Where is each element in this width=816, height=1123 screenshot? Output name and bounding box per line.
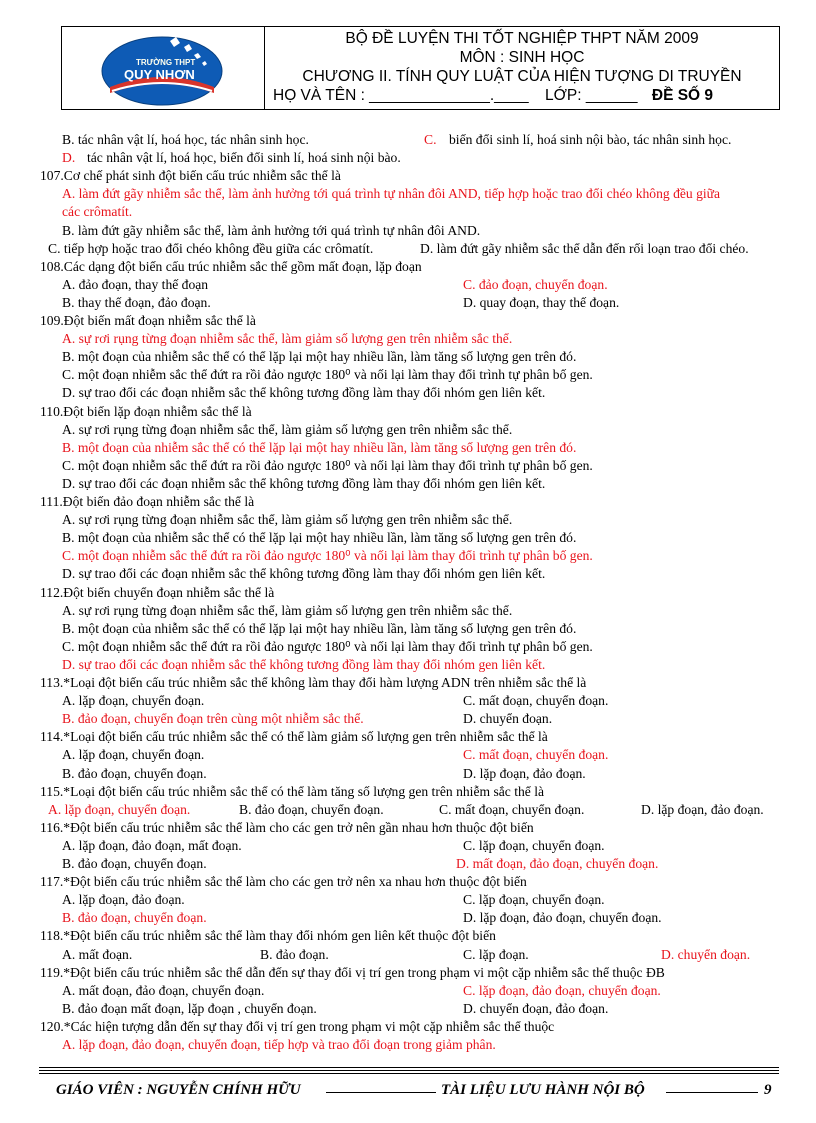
text-line: A. lặp đoạn, chuyển đoạn. [48,801,191,817]
text-line: D. lặp đoạn, đảo đoạn. [641,801,764,817]
class-label: LỚP: ______ [544,87,638,104]
text-line: C. một đoạn nhiễm sắc thể đứt ra rồi đảo ngược 180⁰ và nối lại làm thay đổi trình tự phân bố gen. [62,457,593,473]
text-line: C. lặp đoạn, đảo đoạn, chuyển đoạn. [463,982,661,998]
text-line: A. mất đoạn. [62,946,133,962]
text-line: B. đảo đoạn, chuyển đoạn. [62,765,207,781]
text-line: 116.*Đột biến cấu trúc nhiễm sắc thể làm cho các gen trở nên gần nhau hơn thuộc đột biến [40,819,534,835]
text-line: D. chuyển đoạn, đảo đoạn. [463,1000,609,1016]
text-line: 108.Các dạng đột biến cấu trúc nhiễm sắc thể gồm mất đoạn, lặp đoạn [40,258,422,274]
footer-line-right [666,1092,758,1093]
name-label: HỌ VÀ TÊN : ______________.____ [273,87,529,104]
text-line: tác nhân vật lí, hoá học, biến đổi sinh lí, hoá sinh nội bào. [87,150,401,166]
footer-page: 9 [764,1082,772,1098]
text-line: A. lặp đoạn, chuyển đoạn. [62,693,205,709]
school-logo-icon [62,27,264,109]
text-line: 107.Cơ chế phát sinh đột biến cấu trúc nhiễm sắc thể là [40,168,341,184]
footer-doc: TÀI LIỆU LƯU HÀNH NỘI BỘ [441,1082,645,1098]
text-line: D. quay đoạn, thay thế đoạn. [463,294,620,310]
text-line: C. lặp đoạn, chuyển đoạn. [463,892,605,908]
text-line: C. mất đoạn, chuyển đoạn. [463,693,609,709]
text-line: D. mất đoạn, đảo đoạn, chuyển đoạn. [456,856,659,871]
text-line: 114.*Loại đột biến cấu trúc nhiễm sắc thể có thể làm giảm số lượng gen trên nhiễm sắc thể là [40,729,548,745]
text-line: B. thay thế đoạn, đảo đoạn. [62,294,211,310]
text-line: A. lặp đoạn, chuyển đoạn. [62,747,205,763]
footer-line-left [326,1092,436,1093]
text-line: C. một đoạn nhiễm sắc thể đứt ra rồi đảo ngược 180⁰ và nối lại làm thay đổi trình tự phân bố gen. [62,367,593,383]
text-line: 113.*Loại đột biến cấu trúc nhiễm sắc thể không làm thay đổi hàm lượng ADN trên nhiễm sắc thể là [40,675,587,690]
text-line: 115.*Loại đột biến cấu trúc nhiễm sắc thể có thể làm tăng số lượng gen trên nhiễm sắc thể là [40,783,545,799]
footer-rule-2 [39,1070,779,1071]
footer-rule-3 [39,1073,779,1074]
header-box [61,26,780,110]
text-line: C. tiếp hợp hoặc trao đổi chéo không đều giữa các crômatít. [48,240,374,256]
student-info-line [265,86,779,105]
text-line: C. mất đoạn, chuyển đoạn. [463,747,609,763]
text-line: B. một đoạn của nhiễm sắc thể có thể lặp lại một hay nhiều lần, làm tăng số lượng gen trên đó. [62,530,577,546]
text-line: D. sự trao đổi các đoạn nhiễm sắc thể không tương đồng làm thay đổi nhóm gen liên kết. [62,475,546,491]
text-line: B. đảo đoạn mất đoạn, lặp đoạn , chuyển đoạn. [62,1000,317,1016]
text-line: D. lặp đoạn, đảo đoạn. [463,765,586,781]
text-line: B. đảo đoạn, chuyển đoạn. [62,856,207,871]
text-line: C. một đoạn nhiễm sắc thể đứt ra rồi đảo ngược 180⁰ và nối lại làm thay đổi trình tự phân bố gen. [62,548,593,564]
text-line: 120.*Các hiện tượng dẫn đến sự thay đổi vị trí gen trong phạm vi một cặp nhiễm sắc thể thuộc [40,1018,555,1034]
text-line: 112.Đột biến chuyển đoạn nhiễm sắc thể là [40,584,275,600]
text-line: B. đảo đoạn, chuyển đoạn. [62,910,207,926]
text-line: A. sự rơi rụng từng đoạn nhiễm sắc thể, làm giảm số lượng gen trên nhiễm sắc thể. [62,421,513,437]
text-line: B. một đoạn của nhiễm sắc thể có thể lặp lại một hay nhiều lần, làm tăng số lượng gen trên đó. [62,349,577,365]
text-line: B. một đoạn của nhiễm sắc thể có thể lặp lại một hay nhiều lần, làm tăng số lượng gen trên đó. [62,620,577,636]
title-line1: BỘ ĐỀ LUYỆN THI TỐT NGHIỆP THPT NĂM 2009 [345,30,699,47]
text-line: C. lặp đoạn. [463,946,529,962]
text-line: D. [62,150,76,166]
title-cell [265,27,779,111]
logo-line2: QUY NHƠN [124,67,195,82]
text-line: 110.Đột biến lặp đoạn nhiễm sắc thể là [40,403,252,419]
text-line: 109.Đột biến mất đoạn nhiễm sắc thể là [40,313,256,328]
title-line2: MÔN : SINH HỌC [459,49,585,66]
text-line: A. mất đoạn, đảo đoạn, chuyển đoạn. [62,982,265,998]
exam-number: ĐỀ SỐ 9 [651,87,714,104]
text-line: C. mất đoạn, chuyển đoạn. [439,801,585,817]
logo-cell [62,27,265,109]
text-line: A. lặp đoạn, đảo đoạn, mất đoạn. [62,837,242,853]
title-line3: CHƯƠNG II. TÍNH QUY LUẬT CỦA HIỆN TƯỢNG DI TRUYỀN [302,68,742,85]
text-line: A. sự rơi rụng từng đoạn nhiễm sắc thể, làm giảm số lượng gen trên nhiễm sắc thể. [62,512,513,528]
footer-rule-1 [39,1067,779,1068]
text-line: A. đảo đoạn, thay thế đoạn [62,276,209,292]
text-line: B. đảo đoạn, chuyển đoạn trên cùng một nhiễm sắc thể. [62,711,364,727]
text-line: D. sự trao đổi các đoạn nhiễm sắc thể không tương đồng làm thay đổi nhóm gen liên kết. [62,656,546,672]
text-line: C. lặp đoạn, chuyển đoạn. [463,837,605,853]
text-line: 111.Đột biến đảo đoạn nhiễm sắc thể là [40,494,255,509]
text-line: B. một đoạn của nhiễm sắc thể có thể lặp lại một hay nhiều lần, làm tăng số lượng gen trên đó. [62,439,577,455]
footer-teacher: GIÁO VIÊN : NGUYỄN CHÍNH HỮU [56,1082,301,1098]
text-line: C. [424,132,437,147]
text-line: B. tác nhân vật lí, hoá học, tác nhân sinh học. [62,132,309,147]
text-line: A. sự rơi rụng từng đoạn nhiễm sắc thể, làm giảm số lượng gen trên nhiễm sắc thể. [62,331,513,347]
text-line: B. làm đứt gãy nhiễm sắc thể, làm ảnh hưởng tới quá trình tự nhân đôi AND. [62,222,481,238]
text-line: các crômatít. [62,204,133,220]
text-line: B. đảo đoạn. [260,946,329,962]
text-line: biến đổi sinh lí, hoá sinh nội bào, tác nhân sinh học. [449,132,732,147]
text-line: B. đảo đoạn, chuyển đoạn. [239,801,384,817]
text-line: C. đảo đoạn, chuyển đoạn. [463,276,608,292]
text-line: C. một đoạn nhiễm sắc thể đứt ra rồi đảo ngược 180⁰ và nối lại làm thay đổi trình tự phân bố gen. [62,638,593,654]
text-line: A. làm đứt gãy nhiễm sắc thể, làm ảnh hưởng tới quá trình tự nhân đôi AND, tiếp hợp hoặc trao đổi chéo không đều giữa [62,186,721,202]
text-line: D. làm đứt gãy nhiễm sắc thể dẫn đến rối loạn trao đổi chéo. [420,240,749,256]
logo-line1: TRƯỜNG THPT [136,58,196,67]
text-line: 117.*Đột biến cấu trúc nhiễm sắc thể làm cho các gen trở nên xa nhau hơn thuộc đột biến [40,874,527,890]
text-line: D. sự trao đổi các đoạn nhiễm sắc thể không tương đồng làm thay đổi nhóm gen liên kết. [62,385,546,401]
text-line: A. sự rơi rụng từng đoạn nhiễm sắc thể, làm giảm số lượng gen trên nhiễm sắc thể. [62,602,513,618]
text-line: D. sự trao đổi các đoạn nhiễm sắc thể không tương đồng làm thay đổi nhóm gen liên kết. [62,566,546,582]
text-line: A. lặp đoạn, đảo đoạn, chuyển đoạn, tiếp hợp và trao đổi đoạn trong giảm phân. [62,1037,496,1052]
text-line: D. chuyển đoạn. [661,946,751,962]
text-line: 119.*Đột biến cấu trúc nhiễm sắc thể dẫn đến sự thay đổi vị trí gen trong phạm vi một cặp nhiễm sắc thể thuộc ĐB [40,964,665,980]
text-line: D. lặp đoạn, đảo đoạn, chuyển đoạn. [463,910,662,926]
text-line: D. chuyển đoạn. [463,711,553,727]
text-line: 118.*Đột biến cấu trúc nhiễm sắc thể làm thay đổi nhóm gen liên kết thuộc đột biến [40,928,496,944]
text-line: A. lặp đoạn, đảo đoạn. [62,892,185,908]
